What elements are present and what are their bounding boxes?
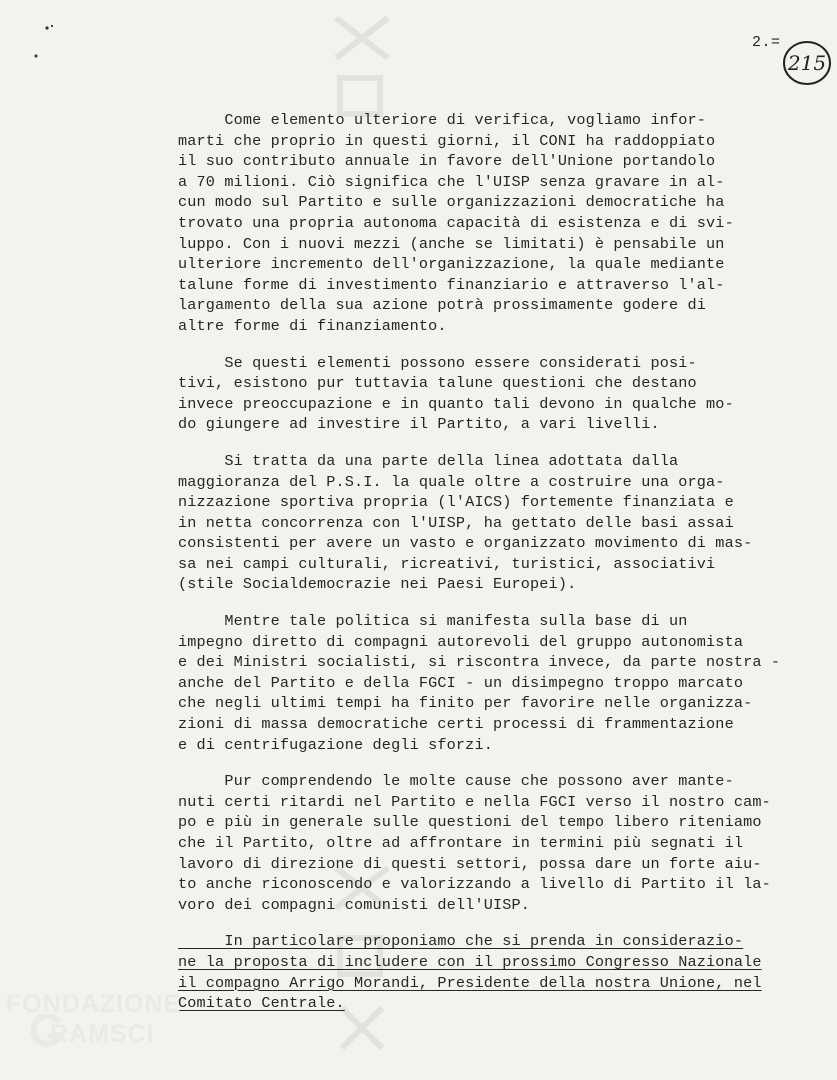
text-line: Comitato Centrale. xyxy=(178,994,345,1013)
text-line: largamento della sua azione potrà prossimamente godere di xyxy=(178,296,707,315)
text-line: Come elemento ulteriore di verifica, vogliamo infor- xyxy=(178,111,707,129)
text-line: consistenti per avere un vasto e organizzato movimento di mas- xyxy=(178,534,753,553)
fondazione-gramsci-watermark xyxy=(6,990,206,1080)
text-line: il suo contributo annuale in favore dell'Unione portandolo xyxy=(178,152,716,171)
paragraph-1 xyxy=(178,110,818,337)
text-line: to anche riconoscendo e valorizzando a livello di Partito il la- xyxy=(178,875,771,894)
text-line: anche del Partito e della FGCI - un disimpegno troppo marcato xyxy=(178,673,744,692)
text-line: voro dei compagni comunisti dell'UISP. xyxy=(178,895,531,914)
paper-specks-graphic xyxy=(30,22,60,62)
text-line: in netta concorrenza con l'UISP, ha gettato delle basi assai xyxy=(178,513,734,532)
text-line: ne la proposta di includere con il prossimo Congresso Nazionale xyxy=(178,952,762,971)
text-line: zioni di massa democratiche certi processi di frammentazione xyxy=(178,715,734,734)
text-line: che il Partito, oltre ad affrontare in termini più segnati il xyxy=(178,834,744,852)
text-line: marti che proprio in questi giorni, il CONI ha raddoppiato xyxy=(178,131,716,150)
text-line: ulteriore incremento dell'organizzazione, la quale mediante xyxy=(178,255,725,274)
text-line: Si tratta da una parte della linea adottata dalla xyxy=(178,451,679,470)
paragraph-2 xyxy=(178,353,818,435)
letter-body xyxy=(178,110,818,1030)
text-line: Pur comprendendo le molte cause che possono aver mante- xyxy=(178,772,734,791)
text-line: (stile Socialdemocrazie nei Paesi Europei). xyxy=(178,575,577,594)
text-line: sa nei campi culturali, ricreativi, turistici, associativi xyxy=(178,554,716,573)
text-line: tivi, esistono pur tuttavia talune questioni che destano xyxy=(178,374,697,393)
text-line: trovato una propria autonoma capacità di esistenza e di svi- xyxy=(178,213,734,232)
text-line: impegno diretto di compagni autorevoli del gruppo autonomista xyxy=(178,632,744,651)
handwritten-archive-number xyxy=(781,38,833,88)
text-line: che negli ultimi tempi ha finito per favorire nelle organizza- xyxy=(178,694,753,713)
text-line: Se questi elementi possono essere considerati posi- xyxy=(178,353,697,372)
text-line: invece preoccupazione e in quanto tali devono in qualche mo- xyxy=(178,394,734,413)
text-line: cun modo sul Partito e sulle organizzazioni democratiche ha xyxy=(178,193,725,212)
text-line: maggioranza del P.S.I. la quale oltre a costruire una orga- xyxy=(178,472,725,491)
text-line: In particolare proponiamo che si prenda in considerazio- xyxy=(178,932,744,951)
archive-number-text: 215 xyxy=(787,51,827,75)
text-line: a 70 milioni. Ciò significa che l'UISP senza gravare in al- xyxy=(178,172,725,191)
circled-number-graphic xyxy=(781,38,833,88)
paragraph-3 xyxy=(178,451,818,595)
text-line: nizzazione sportiva propria (l'AICS) fortemente finanziata e xyxy=(178,493,734,512)
text-line: po e più in generale sulle questioni del tempo libero riteniamo xyxy=(178,813,762,832)
text-line: luppo. Con i nuovi mezzi (anche se limitati) è pensabile un xyxy=(178,234,725,253)
text-line: Mentre tale politica si manifesta sulla base di un xyxy=(178,612,688,631)
text-line: talune forme di investimento finanziario e attraverso l'al- xyxy=(178,275,725,294)
paragraph-5 xyxy=(178,771,818,915)
paragraph-4 xyxy=(178,611,818,755)
watermark-line-2: RAMSCI xyxy=(50,1020,155,1048)
watermark-line-1: FONDAZIONE xyxy=(6,990,182,1018)
text-line: il compagno Arrigo Morandi, Presidente della nostra Unione, nel xyxy=(178,973,762,992)
text-line: altre forme di finanziamento. xyxy=(178,316,447,335)
text-line: e di centrifugazione degli sforzi. xyxy=(178,735,493,754)
text-line: e dei Ministri socialisti, si riscontra invece, da parte nostra - xyxy=(178,653,781,672)
page-number: 2.= xyxy=(752,34,781,51)
text-line: do giungere ad investire il Partito, a vari livelli. xyxy=(178,415,660,434)
paragraph-6 xyxy=(178,931,818,1013)
text-line: nuti certi ritardi nel Partito e nella FGCI verso il nostro cam- xyxy=(178,792,771,811)
text-line: lavoro di direzione di questi settori, possa dare un forte aiu- xyxy=(178,854,762,873)
